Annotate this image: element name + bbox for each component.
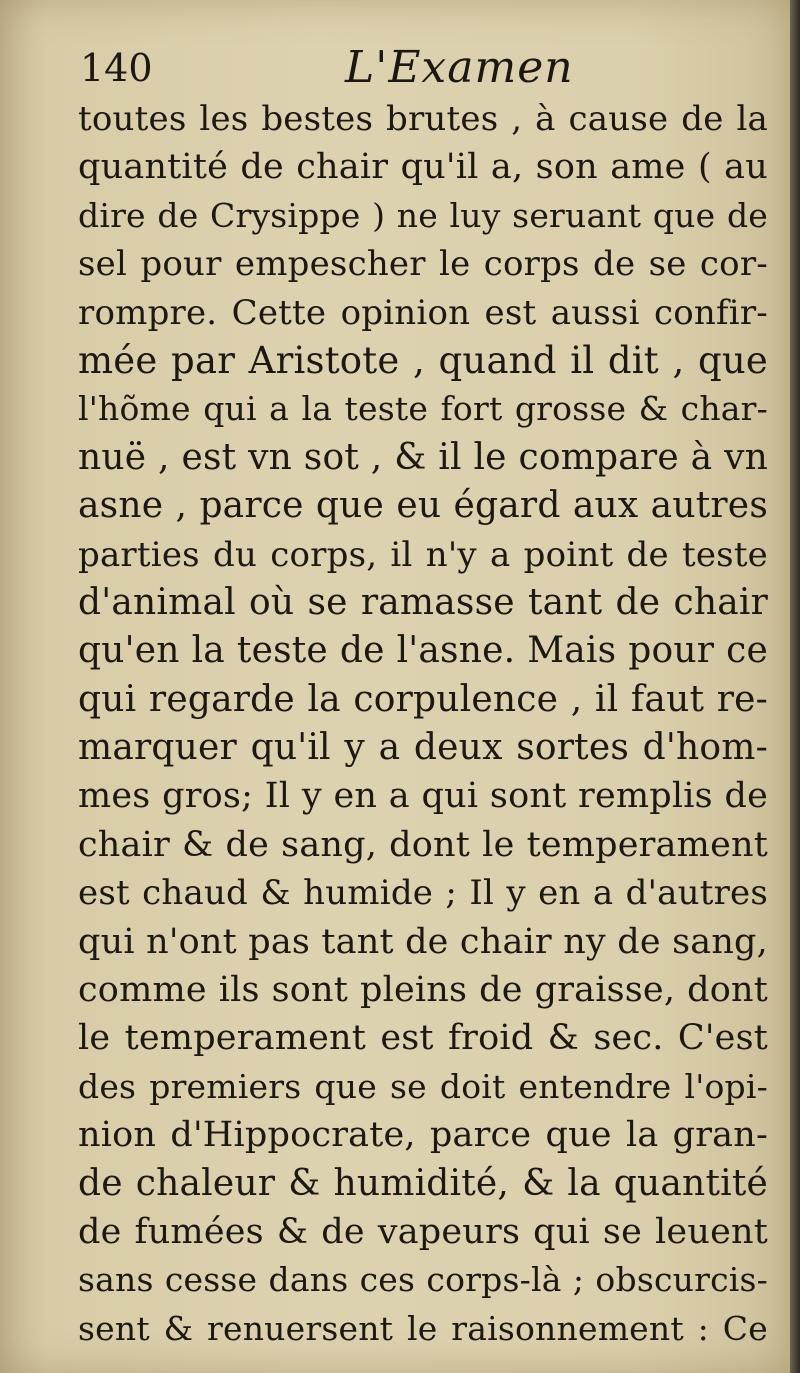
text-line: sent & renuersent le raisonnement : Ce	[78, 1308, 768, 1348]
text-line: mée par Aristote , quand il dit , que	[78, 338, 768, 382]
text-line: marquer qu'il y a deux sortes d'hom-	[78, 727, 768, 769]
text-line: nion d'Hippocrate, parce que la gran-	[78, 1115, 768, 1156]
page-header	[80, 38, 750, 98]
text-line: l'hõme qui a la teste fort grosse & char-	[78, 389, 768, 429]
text-line: comme ils sont pleins de graisse, dont	[78, 970, 768, 1011]
running-title: L'Examen	[345, 42, 574, 93]
text-line: qui regarde la corpulence , il faut re-	[78, 678, 768, 720]
text-line: asne , parce que eu égard aux autres	[78, 485, 768, 527]
page-number: 140	[80, 46, 153, 90]
text-line: parties du corps, il n'y a point de teste	[78, 534, 768, 575]
body-text	[78, 95, 768, 1353]
text-line: des premiers que se doit entendre l'opi-	[78, 1066, 768, 1106]
text-line: quantité de chair qu'il a, son ame ( au	[78, 147, 768, 188]
page-edge-shadow	[790, 0, 800, 1373]
text-line: le temperament est froid & sec. C'est	[78, 1018, 768, 1059]
text-line: est chaud & humide ; Il y en a d'autres	[78, 873, 768, 914]
text-line: de chaleur & humidité, & la quantité	[78, 1162, 768, 1204]
text-line: qui n'ont pas tant de chair ny de sang,	[78, 921, 768, 962]
text-line: sel pour empescher le corps de se cor-	[78, 244, 768, 285]
text-line: nuë , est vn sot , & il le compare à vn	[78, 436, 768, 478]
text-line: chair & de sang, dont le temperament	[78, 824, 768, 865]
text-line: de fumées & de vapeurs qui se leuent	[78, 1211, 768, 1252]
text-line: toutes les bestes brutes , à cause de la	[78, 99, 768, 139]
text-line: mes gros; Il y en a qui sont remplis de	[78, 776, 768, 817]
text-line: dire de Crysippe ) ne luy seruant que de	[78, 195, 768, 235]
text-line: qu'en la teste de l'asne. Mais pour ce	[78, 630, 768, 672]
text-line: rompre. Cette opinion est aussi confir-	[78, 292, 768, 333]
text-line: d'animal où se ramasse tant de chair	[78, 581, 768, 623]
text-line: sans cesse dans ces corps-là ; obscurcis-	[78, 1260, 768, 1300]
